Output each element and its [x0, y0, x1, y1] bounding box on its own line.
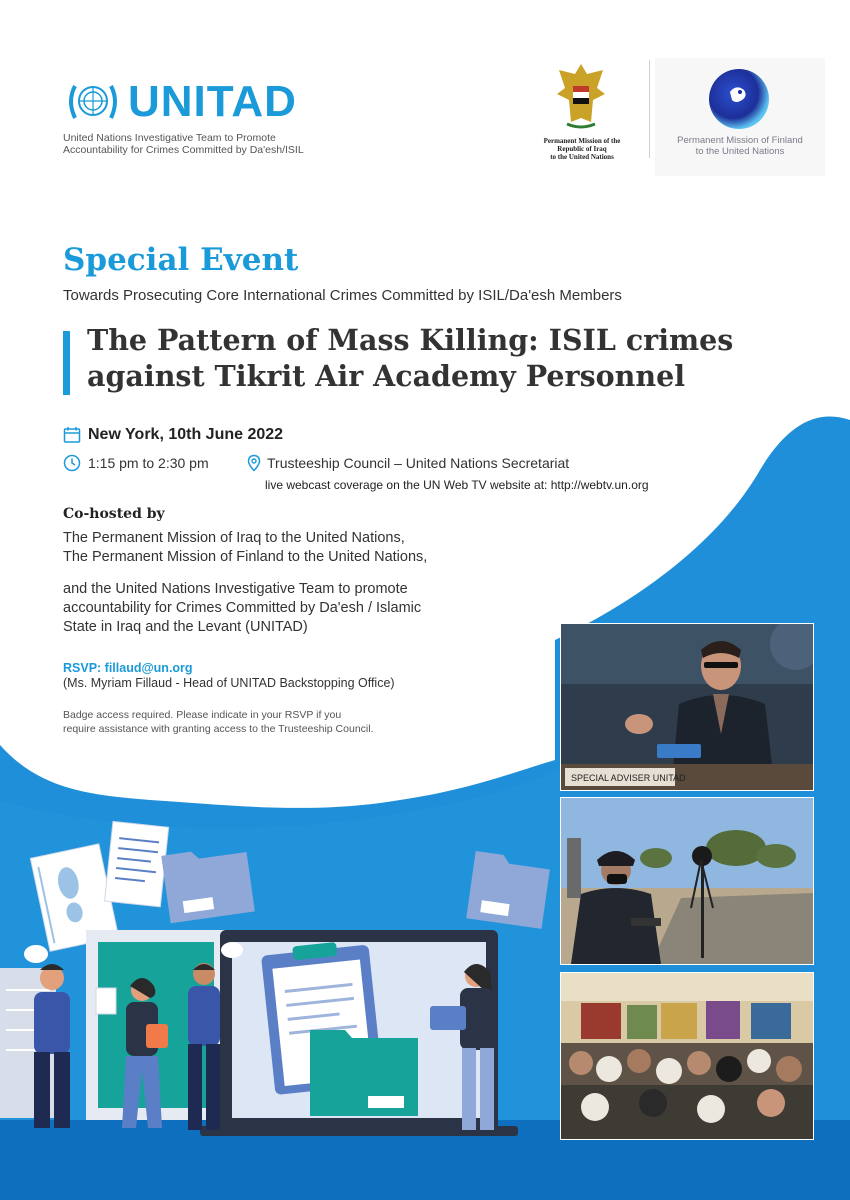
- iraq-eagle-icon: [553, 60, 609, 132]
- location-pin-icon: [245, 454, 263, 472]
- clock-icon: [63, 454, 81, 472]
- event-time: 1:15 pm to 2:30 pm: [88, 455, 209, 471]
- iraq-mission-caption: Permanent Mission of the Republic of Iraq to the United Nations: [543, 137, 621, 161]
- un-emblem-icon: [63, 76, 123, 126]
- photo-field-investigator: [560, 797, 814, 965]
- event-date-row: [63, 426, 283, 444]
- event-kicker: Special Event: [63, 242, 299, 278]
- badge-access-note: Badge access required. Please indicate in your RSVP if you require assistance with granting access to the Trusteeship Council.: [63, 709, 374, 735]
- finland-mission-caption: Permanent Mission of Finland to the United Nations: [677, 135, 803, 157]
- unitad-logo-text: UNITAD: [128, 77, 297, 126]
- event-series: Towards Prosecuting Core International Crimes Committed by ISIL/Da'esh Members: [63, 287, 622, 304]
- cohost-missions: The Permanent Mission of Iraq to the United Nations, The Permanent Mission of Finland to the United Nations,: [63, 530, 428, 565]
- unitad-subtitle: United Nations Investigative Team to Promote Accountability for Crimes Committed by Da'esh/ISIL: [63, 132, 304, 156]
- title-accent-bar: [63, 331, 70, 395]
- webcast-note: live webcast coverage on the UN Web TV website at: http://webtv.un.org: [265, 478, 649, 492]
- event-location: Trusteeship Council – United Nations Secretariat: [267, 455, 570, 471]
- event-date: New York, 10th June 2022: [88, 426, 284, 443]
- cohost-unitad: and the United Nations Investigative Team to promote accountability for Crimes Committed by Da'esh / Islamic State in Iraq and the Levant (UNITAD): [63, 581, 422, 635]
- event-location-row: [245, 454, 569, 472]
- illustration-investigation-team: [0, 820, 560, 1150]
- logo-divider: [649, 60, 650, 158]
- calendar-icon: [63, 426, 81, 444]
- rsvp-contact: (Ms. Myriam Fillaud - Head of UNITAD Backstopping Office): [63, 676, 395, 690]
- cohosted-heading: Co-hosted by: [63, 506, 165, 522]
- event-time-row: [63, 454, 209, 472]
- event-title: The Pattern of Mass Killing: ISIL crimes against Tikrit Air Academy Personnel: [87, 323, 734, 393]
- placard-text: SPECIAL ADVISER UNITAD: [571, 773, 686, 783]
- rsvp-email-link[interactable]: RSVP: fillaud@un.org: [63, 661, 193, 675]
- photo-community-gathering: [560, 972, 814, 1140]
- finland-lion-icon: [706, 66, 772, 132]
- photo-speaker: [560, 623, 814, 791]
